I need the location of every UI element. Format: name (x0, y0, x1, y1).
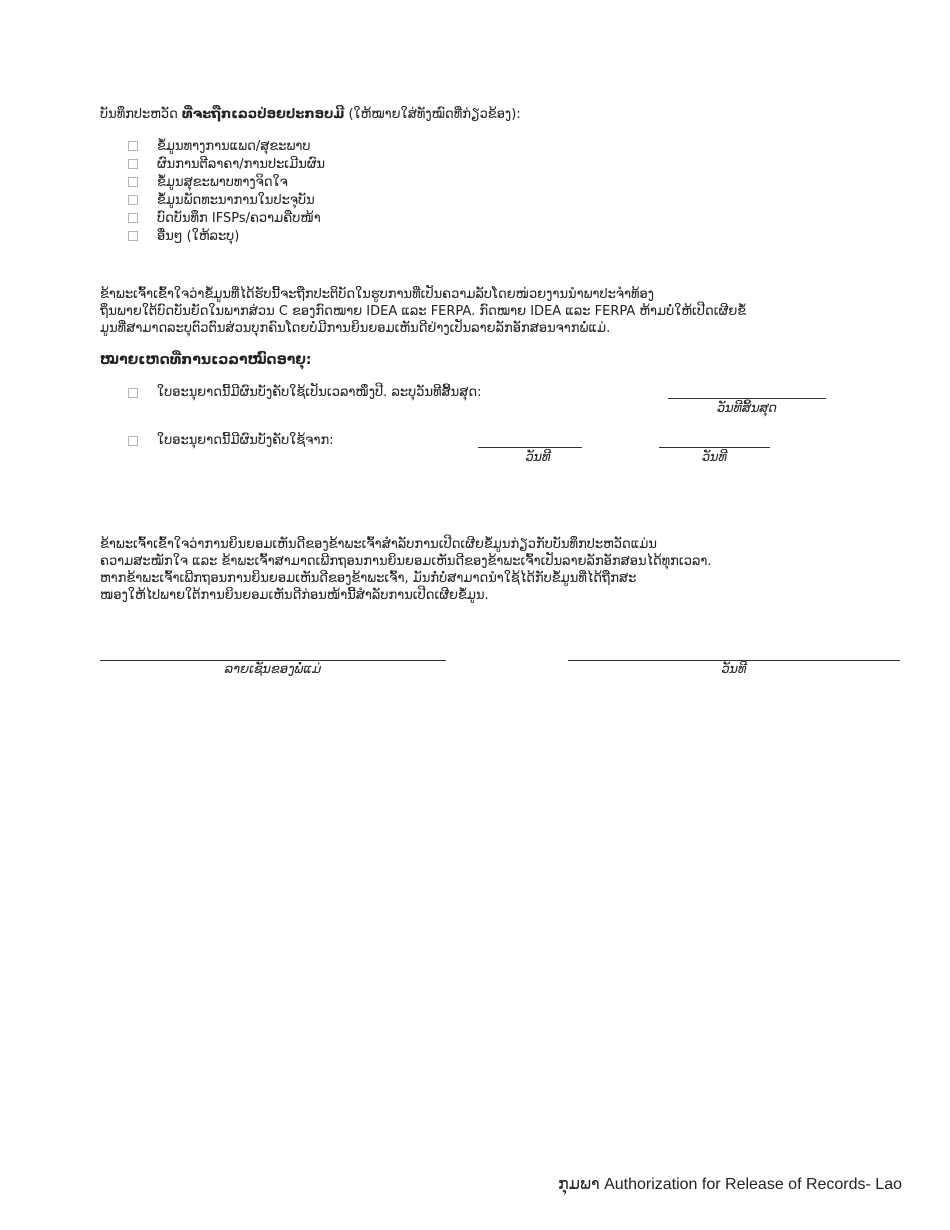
records-intro (100, 106, 521, 123)
intro-normal-text: ບັນທຶກປະຫວັດ (100, 107, 178, 122)
confidentiality-paragraph (100, 286, 900, 337)
checkbox-label: ຂໍ້ມູນພັດທະນາການໃນປະຈຸບັນ (157, 192, 315, 208)
paragraph-line: ຖິ່ນພາຍໃຕ້ບົດບັນຍັດໃນພາກສ່ວນ C ຂອງກົດໝາຍ IDEA ແລະ FERPA. ກົດໝາຍ IDEA ແລະ FERPA ຫ້າມບໍ່ໃຫ້ເປີດເຜີຍຂໍ້ (100, 304, 747, 319)
checkbox-medical[interactable] (128, 141, 138, 151)
parent-signature-caption: ລາຍເຊັນຂອງພໍ່ແມ່ (224, 662, 322, 677)
option-two-label: ໃບອະນຸຍາດນີ້ມີຜົນບັງຄັບໃຊ້ຈາກ: (157, 433, 334, 448)
paragraph-line: ຄວາມສະໝັກໃຈ ແລະ ຂ້າພະເຈົ້າສາມາດເພີກຖອນການຍິນຍອມເຫັນດີຂອງຂ້າພະເຈົ້າເປັນລາຍລັກອັກສອນໄດ້ທຸກເວລາ. (100, 554, 712, 569)
expiration-heading: ໝາຍເຫດທີ່ການເວລາໝົດອາຍຸ: (100, 352, 312, 368)
paragraph-line: ຂ້າພະເຈົ້າເຂົ້າໃຈວ່າການຍິນຍອມເຫັນດີຂອງຂ້າພະເຈົ້າສຳລັບການເປີດເຜີຍຂໍ້ມູນກ່ຽວກັບບັນທຶກປະຫວັດແມ່ນ (100, 537, 657, 552)
list-item (128, 137, 728, 155)
signature-date-line[interactable] (568, 660, 900, 661)
checkbox-label: ຂໍ້ມູນທາງການແພດ/ສຸຂະພາບ (157, 138, 311, 154)
list-item (128, 209, 728, 227)
revocation-paragraph (100, 536, 900, 604)
checkbox-label: ຂໍ້ມູນສຸຂະພາບທາງຈິດໃຈ (157, 174, 288, 190)
list-item (128, 155, 728, 173)
footer-document-title: Authorization for Release of Records- Lao (604, 1176, 902, 1193)
list-item (128, 173, 728, 191)
option-one-label: ໃບອະນຸຍາດນີ້ມີຜົນບັງຄັບໃຊ້ເປັນເວລາໜຶ່ງປີ. ລະບຸວັນທີສິ້ນສຸດ: (157, 385, 482, 400)
checkbox-label: ອື່ນໆ (ໃຫ້ລະບຸ) (157, 228, 240, 244)
paragraph-line: ຫາກຂ້າພະເຈົ້າເພີກຖອນການຍິນຍອມເຫັນດີຂອງຂ້າພະເຈົ້າ, ມັນກໍ່ບໍ່ສາມາດນຳໃຊ້ໄດ້ກັບຂໍ້ມູນທີ່ໄດ້ຖືກສະ (100, 571, 637, 586)
start-date-line[interactable] (478, 447, 582, 448)
parent-signature-line[interactable] (100, 660, 446, 661)
paragraph-line: ມູນທີ່ສາມາດລະບຸຕົວຕົນສ່ວນບຸກຄົນໂດຍບໍ່ມີການຍິນຍອມເຫັນດີຢ່າງເປັນລາຍລັກອັກສອນຈາກພໍ່ແມ່. (100, 321, 611, 336)
checkbox-other[interactable] (128, 231, 138, 241)
checkbox-label: ຜົນການຕີລາຄາ/ການປະເມີນຜົນ (157, 156, 326, 172)
end-date-caption: ວັນທີສິ້ນສຸດ (716, 401, 778, 416)
expiration-option-one (128, 384, 481, 401)
checkbox-label: ບົດບັນທຶກ IFSPs/ຄວາມຄືບໜ້າ (157, 210, 321, 226)
finish-date-caption: ວັນທີ (701, 450, 728, 465)
footer-title (558, 1174, 902, 1194)
checkbox-evaluations[interactable] (128, 159, 138, 169)
footer-lao-month: ກຸມພາ (558, 1176, 600, 1193)
list-item (128, 227, 728, 245)
intro-tail-text: (ໃຫ້ໝາຍໃສ່ທັງໝົດທີ່ກ່ຽວຂ້ອງ): (348, 107, 521, 122)
checkbox-one-year[interactable] (128, 388, 138, 398)
paragraph-line: ໜອງໃຫ້ໄປພາຍໃຕ້ການຍິນຍອມເຫັນດີກ່ອນໜ້ານີ້ສຳລັບການເປີດເຜີຍຂໍ້ມູນ. (100, 588, 489, 603)
checkbox-developmental[interactable] (128, 195, 138, 205)
list-item (128, 191, 728, 209)
records-checklist (128, 137, 728, 245)
checkbox-ifsp[interactable] (128, 213, 138, 223)
finish-date-line[interactable] (659, 447, 770, 448)
signature-date-caption: ວັນທີ (721, 662, 747, 677)
end-date-line[interactable] (668, 398, 826, 399)
checkbox-date-range[interactable] (128, 436, 138, 446)
intro-bold-text: ທີ່ຈະຖືກເລວປ່ອຍປະກອບມີ (181, 107, 345, 122)
start-date-caption: ວັນທີ (525, 450, 551, 465)
checkbox-mental-health[interactable] (128, 177, 138, 187)
expiration-option-two (128, 432, 334, 449)
paragraph-line: ຂ້າພະເຈົ້າເຂົ້າໃຈວ່າຂໍ້ມູນທີ່ໄດ້ຮັບນີ້ຈະຖືກປະຕິບັດໃນຮູບການທີ່ເປັນຄວາມລັບໂດຍໜ່ວຍງານນຳພາປະຈຳທ້ອງ (100, 287, 655, 302)
